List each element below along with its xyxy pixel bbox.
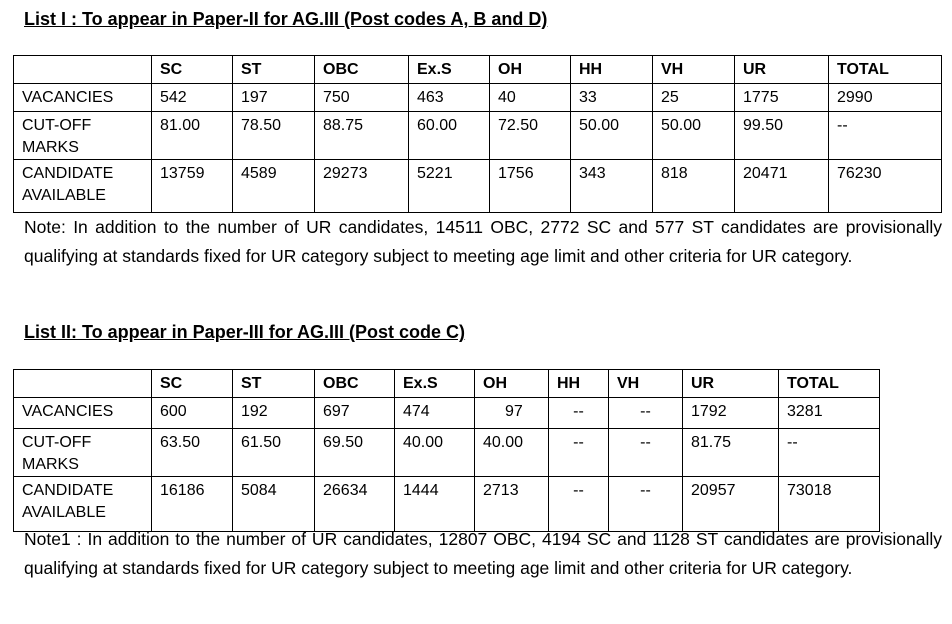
table-cell: 69.50	[315, 429, 395, 477]
table-cell: 4589	[233, 160, 315, 213]
header-cell-vh: VH	[609, 370, 683, 398]
table-cell: 343	[571, 160, 653, 213]
header-cell-ur: UR	[683, 370, 779, 398]
table-cell: 76230	[829, 160, 942, 213]
table-cell: 99.50	[735, 112, 829, 160]
table-row	[14, 398, 880, 429]
header-cell-sc: SC	[152, 370, 233, 398]
table-header-row	[14, 370, 880, 398]
header-cell-hh: HH	[571, 56, 653, 84]
table-cell: 697	[315, 398, 395, 429]
table-cell: 40	[490, 84, 571, 112]
row-label: VACANCIES	[14, 84, 152, 112]
table-row	[14, 429, 880, 477]
table-cell: --	[549, 398, 609, 429]
table-cell: 474	[395, 398, 475, 429]
table-cell: 818	[653, 160, 735, 213]
table-cell: --	[779, 429, 880, 477]
header-cell-obc: OBC	[315, 56, 409, 84]
table-cell: 192	[233, 398, 315, 429]
table-cell: 63.50	[152, 429, 233, 477]
table-cell: 600	[152, 398, 233, 429]
header-cell-total: TOTAL	[779, 370, 880, 398]
table-cell: 81.00	[152, 112, 233, 160]
table-cell: 542	[152, 84, 233, 112]
table-cell: 29273	[315, 160, 409, 213]
table-cell: 20957	[683, 477, 779, 532]
row-label: CUT-OFF MARKS	[14, 429, 152, 477]
table-cell: 61.50	[233, 429, 315, 477]
header-cell-vh: VH	[653, 56, 735, 84]
header-cell-exs: Ex.S	[409, 56, 490, 84]
table-cell: 50.00	[653, 112, 735, 160]
table-cell: 1756	[490, 160, 571, 213]
table-cell: 33	[571, 84, 653, 112]
table-cell: 5084	[233, 477, 315, 532]
row-label: VACANCIES	[14, 398, 152, 429]
table-cell: 1775	[735, 84, 829, 112]
table-cell: 26634	[315, 477, 395, 532]
table-cell: 97	[475, 398, 549, 429]
list1-table	[13, 55, 942, 213]
table-cell: 81.75	[683, 429, 779, 477]
table-cell: 78.50	[233, 112, 315, 160]
header-cell-ur: UR	[735, 56, 829, 84]
table-cell: 2713	[475, 477, 549, 532]
header-cell	[14, 370, 152, 398]
table-row	[14, 84, 942, 112]
list1-heading: List I : To appear in Paper-II for AG.III (Post codes A, B and D)	[24, 9, 548, 29]
table-cell: --	[549, 429, 609, 477]
table-cell: 16186	[152, 477, 233, 532]
header-cell-obc: OBC	[315, 370, 395, 398]
table-cell: 73018	[779, 477, 880, 532]
table-row	[14, 160, 942, 213]
table-cell: 463	[409, 84, 490, 112]
header-cell-st: ST	[233, 56, 315, 84]
table-row	[14, 112, 942, 160]
table-cell: 72.50	[490, 112, 571, 160]
list1-note: Note: In addition to the number of UR candidates, 14511 OBC, 2772 SC and 577 ST candidates are provisionally qualifying at standards fixed for UR category subject to meeting age limit and other criteria for UR category.	[24, 217, 942, 266]
header-cell-hh: HH	[549, 370, 609, 398]
table-cell: --	[549, 477, 609, 532]
table-cell: --	[609, 398, 683, 429]
table-cell: 88.75	[315, 112, 409, 160]
list2-note: Note1 : In addition to the number of UR candidates, 12807 OBC, 4194 SC and 1128 ST candidates are provisionally qualifying at standards fixed for UR category subject to meeting age limit and other criteria for UR category.	[24, 529, 942, 578]
header-cell-total: TOTAL	[829, 56, 942, 84]
header-cell-exs: Ex.S	[395, 370, 475, 398]
table-cell: 2990	[829, 84, 942, 112]
table-cell: 13759	[152, 160, 233, 213]
table-cell: 3281	[779, 398, 880, 429]
table-cell: 1444	[395, 477, 475, 532]
header-cell	[14, 56, 152, 84]
table-cell: --	[829, 112, 942, 160]
table-cell: 1792	[683, 398, 779, 429]
table-cell: 40.00	[395, 429, 475, 477]
row-label: CUT-OFF MARKS	[14, 112, 152, 160]
table-cell: 40.00	[475, 429, 549, 477]
header-cell-oh: OH	[475, 370, 549, 398]
table-header-row	[14, 56, 942, 84]
table-cell: 60.00	[409, 112, 490, 160]
table-cell: 197	[233, 84, 315, 112]
row-label: CANDIDATE AVAILABLE	[14, 477, 152, 532]
list2-table	[13, 369, 880, 532]
table-row	[14, 477, 880, 532]
row-label: CANDIDATE AVAILABLE	[14, 160, 152, 213]
header-cell-st: ST	[233, 370, 315, 398]
table-cell: --	[609, 429, 683, 477]
header-cell-oh: OH	[490, 56, 571, 84]
table-cell: 750	[315, 84, 409, 112]
header-cell-sc: SC	[152, 56, 233, 84]
table-cell: 25	[653, 84, 735, 112]
list2-heading: List II: To appear in Paper-III for AG.III (Post code C)	[24, 322, 466, 342]
table-cell: 20471	[735, 160, 829, 213]
table-cell: --	[609, 477, 683, 532]
table-cell: 50.00	[571, 112, 653, 160]
table-cell: 5221	[409, 160, 490, 213]
